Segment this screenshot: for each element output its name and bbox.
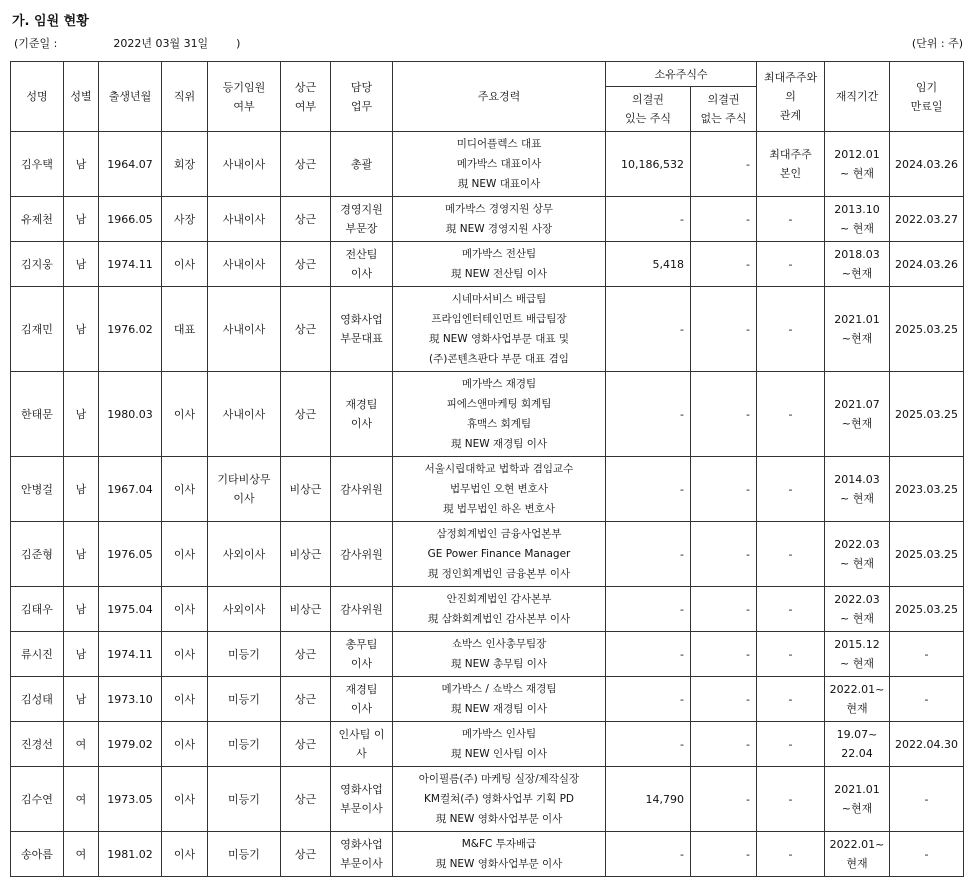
cell-fulltime: 비상근 (281, 457, 331, 522)
basis-label: (기준일 : (14, 37, 58, 50)
cell-registered: 미등기 (208, 767, 281, 832)
cell-voting: - (606, 287, 691, 372)
cell-nonvoting: - (691, 197, 757, 242)
cell-position: 이사 (162, 522, 208, 587)
table-row (11, 522, 964, 587)
cell-relation: - (757, 767, 825, 832)
cell-nonvoting: - (691, 832, 757, 877)
cell-nonvoting: - (691, 522, 757, 587)
header-duty: 담당 업무 (331, 62, 393, 132)
cell-fulltime: 상근 (281, 287, 331, 372)
cell-voting: 5,418 (606, 242, 691, 287)
cell-duty: 재경팀 이사 (331, 677, 393, 722)
cell-career: 시네마서비스 배급팀 프라임엔터테인먼트 배급팀장 現 NEW 영화사업부문 대표 및 (주)콘텐츠판다 부문 대표 겸임 (393, 287, 606, 372)
cell-registered: 미등기 (208, 722, 281, 767)
header-position: 직위 (162, 62, 208, 132)
cell-tenure: 2021.07 ~현재 (825, 372, 890, 457)
cell-duty: 총괄 (331, 132, 393, 197)
cell-name: 안병걸 (11, 457, 64, 522)
cell-nonvoting: - (691, 722, 757, 767)
cell-nonvoting: - (691, 587, 757, 632)
cell-duty: 전산팀 이사 (331, 242, 393, 287)
cell-voting: - (606, 677, 691, 722)
cell-name: 김태우 (11, 587, 64, 632)
cell-relation: - (757, 522, 825, 587)
cell-nonvoting: - (691, 242, 757, 287)
cell-nonvoting: - (691, 632, 757, 677)
cell-career: M&FC 투자배급 現 NEW 영화사업부문 이사 (393, 832, 606, 877)
cell-birth: 1974.11 (99, 632, 162, 677)
cell-birth: 1975.04 (99, 587, 162, 632)
cell-fulltime: 상근 (281, 832, 331, 877)
cell-voting: 14,790 (606, 767, 691, 832)
cell-duty: 영화사업 부문이사 (331, 767, 393, 832)
cell-fulltime: 비상근 (281, 587, 331, 632)
cell-birth: 1976.05 (99, 522, 162, 587)
cell-voting: - (606, 197, 691, 242)
table-row (11, 457, 964, 522)
cell-fulltime: 상근 (281, 132, 331, 197)
section-title: 가. 임원 현황 (12, 14, 89, 29)
cell-career: 아이필름(주) 마케팅 실장/제작실장 KM컬쳐(주) 영화사업부 기획 PD 現 NEW 영화사업부문 이사 (393, 767, 606, 832)
cell-relation: - (757, 587, 825, 632)
cell-duty: 재경팀 이사 (331, 372, 393, 457)
cell-duty: 총무팀 이사 (331, 632, 393, 677)
cell-tenure: 2021.01 ~현재 (825, 287, 890, 372)
cell-gender: 남 (64, 372, 99, 457)
cell-gender: 남 (64, 632, 99, 677)
cell-birth: 1967.04 (99, 457, 162, 522)
cell-position: 이사 (162, 767, 208, 832)
cell-term-end: 2025.03.25 (890, 372, 964, 457)
cell-fulltime: 비상근 (281, 522, 331, 587)
cell-relation: - (757, 242, 825, 287)
header-tenure: 재직기간 (825, 62, 890, 132)
cell-fulltime: 상근 (281, 632, 331, 677)
header-shares: 소유주식수 (606, 62, 757, 87)
cell-position: 이사 (162, 457, 208, 522)
cell-relation: - (757, 287, 825, 372)
cell-term-end: 2023.03.25 (890, 457, 964, 522)
cell-gender: 여 (64, 767, 99, 832)
header-registered: 등기임원 여부 (208, 62, 281, 132)
cell-registered: 기타비상무 이사 (208, 457, 281, 522)
cell-career: 메가박스 재경팀 피에스앤마케팅 회계팀 휴맥스 회계팀 現 NEW 재경팀 이사 (393, 372, 606, 457)
cell-registered: 사내이사 (208, 287, 281, 372)
cell-duty: 감사위원 (331, 457, 393, 522)
cell-name: 송아름 (11, 832, 64, 877)
cell-position: 대표 (162, 287, 208, 372)
cell-birth: 1973.10 (99, 677, 162, 722)
cell-career: 메가박스 인사팀 現 NEW 인사팀 이사 (393, 722, 606, 767)
header-nonvoting: 의결권 없는 주식 (691, 87, 757, 132)
cell-gender: 남 (64, 587, 99, 632)
cell-birth: 1964.07 (99, 132, 162, 197)
cell-tenure: 2022.01~ 현재 (825, 832, 890, 877)
cell-tenure: 2022.03 ~ 현재 (825, 522, 890, 587)
table-row (11, 677, 964, 722)
cell-term-end: 2024.03.26 (890, 132, 964, 197)
cell-relation: - (757, 632, 825, 677)
cell-position: 이사 (162, 242, 208, 287)
cell-name: 유제천 (11, 197, 64, 242)
cell-duty: 인사팀 이 사 (331, 722, 393, 767)
table-row (11, 287, 964, 372)
cell-position: 사장 (162, 197, 208, 242)
cell-career: 서울시립대학교 법학과 겸임교수 법무법인 오현 변호사 現 법무법인 하온 변호사 (393, 457, 606, 522)
cell-name: 류시진 (11, 632, 64, 677)
table-row (11, 132, 964, 197)
cell-duty: 영화사업 부문이사 (331, 832, 393, 877)
cell-duty: 감사위원 (331, 522, 393, 587)
cell-birth: 1980.03 (99, 372, 162, 457)
cell-gender: 남 (64, 287, 99, 372)
header-voting: 의결권 있는 주식 (606, 87, 691, 132)
header-relation: 최대주주와 의 관계 (757, 62, 825, 132)
cell-term-end: 2024.03.26 (890, 242, 964, 287)
cell-voting: - (606, 722, 691, 767)
cell-term-end: 2025.03.25 (890, 522, 964, 587)
cell-gender: 남 (64, 132, 99, 197)
cell-tenure: 2022.01~ 현재 (825, 677, 890, 722)
cell-voting: - (606, 832, 691, 877)
cell-duty: 영화사업 부문대표 (331, 287, 393, 372)
cell-tenure: 19.07~ 22.04 (825, 722, 890, 767)
header-name: 성명 (11, 62, 64, 132)
cell-tenure: 2018.03 ~현재 (825, 242, 890, 287)
cell-tenure: 2015.12 ~ 현재 (825, 632, 890, 677)
cell-term-end: 2022.04.30 (890, 722, 964, 767)
cell-relation: - (757, 197, 825, 242)
cell-position: 회장 (162, 132, 208, 197)
cell-tenure: 2013.10 ~ 현재 (825, 197, 890, 242)
cell-gender: 남 (64, 457, 99, 522)
cell-nonvoting: - (691, 677, 757, 722)
cell-tenure: 2012.01 ~ 현재 (825, 132, 890, 197)
cell-career: 메가박스 전산팀 現 NEW 전산팀 이사 (393, 242, 606, 287)
cell-nonvoting: - (691, 287, 757, 372)
header-career: 주요경력 (393, 62, 606, 132)
cell-gender: 여 (64, 832, 99, 877)
table-row (11, 767, 964, 832)
cell-birth: 1981.02 (99, 832, 162, 877)
cell-career: 메가박스 경영지원 상무 現 NEW 경영지원 사장 (393, 197, 606, 242)
cell-registered: 사내이사 (208, 372, 281, 457)
cell-registered: 미등기 (208, 677, 281, 722)
basis-date (14, 35, 240, 51)
cell-relation: - (757, 372, 825, 457)
cell-name: 김성태 (11, 677, 64, 722)
cell-registered: 사내이사 (208, 242, 281, 287)
cell-nonvoting: - (691, 457, 757, 522)
cell-relation: 최대주주 본인 (757, 132, 825, 197)
cell-tenure: 2021.01 ~현재 (825, 767, 890, 832)
cell-birth: 1966.05 (99, 197, 162, 242)
cell-position: 이사 (162, 632, 208, 677)
cell-term-end: 2022.03.27 (890, 197, 964, 242)
cell-tenure: 2014.03 ~ 현재 (825, 457, 890, 522)
cell-birth: 1973.05 (99, 767, 162, 832)
cell-term-end: - (890, 677, 964, 722)
basis-date-value: 2022년 03월 31일 (113, 37, 209, 50)
cell-birth: 1979.02 (99, 722, 162, 767)
cell-voting: - (606, 372, 691, 457)
cell-registered: 사외이사 (208, 522, 281, 587)
cell-nonvoting: - (691, 767, 757, 832)
cell-name: 김재민 (11, 287, 64, 372)
cell-term-end: 2025.03.25 (890, 287, 964, 372)
cell-voting: - (606, 522, 691, 587)
cell-fulltime: 상근 (281, 767, 331, 832)
cell-name: 김준형 (11, 522, 64, 587)
cell-position: 이사 (162, 722, 208, 767)
cell-relation: - (757, 677, 825, 722)
cell-relation: - (757, 457, 825, 522)
cell-registered: 사내이사 (208, 132, 281, 197)
cell-registered: 미등기 (208, 832, 281, 877)
cell-term-end: 2025.03.25 (890, 587, 964, 632)
cell-registered: 사내이사 (208, 197, 281, 242)
cell-name: 진경선 (11, 722, 64, 767)
cell-birth: 1976.02 (99, 287, 162, 372)
table-row (11, 587, 964, 632)
cell-fulltime: 상근 (281, 242, 331, 287)
header-fulltime: 상근 여부 (281, 62, 331, 132)
basis-close: ) (236, 37, 241, 50)
cell-gender: 남 (64, 197, 99, 242)
cell-career: 안진회계법인 감사본부 現 삼화회계법인 감사본부 이사 (393, 587, 606, 632)
header-gender: 성별 (64, 62, 99, 132)
cell-name: 김지웅 (11, 242, 64, 287)
executive-table (10, 61, 964, 877)
cell-fulltime: 상근 (281, 677, 331, 722)
cell-fulltime: 상근 (281, 372, 331, 457)
cell-position: 이사 (162, 587, 208, 632)
cell-fulltime: 상근 (281, 722, 331, 767)
cell-voting: - (606, 632, 691, 677)
cell-career: 삼정회계법인 금융사업본부 GE Power Finance Manager 現 정인회계법인 금융본부 이사 (393, 522, 606, 587)
table-row (11, 632, 964, 677)
cell-position: 이사 (162, 677, 208, 722)
cell-voting: - (606, 587, 691, 632)
cell-name: 김우택 (11, 132, 64, 197)
table-meta (14, 35, 963, 51)
cell-nonvoting: - (691, 372, 757, 457)
cell-term-end: - (890, 632, 964, 677)
cell-voting: 10,186,532 (606, 132, 691, 197)
cell-gender: 여 (64, 722, 99, 767)
cell-term-end: - (890, 832, 964, 877)
header-birth: 출생년월 (99, 62, 162, 132)
table-row (11, 832, 964, 877)
cell-nonvoting: - (691, 132, 757, 197)
cell-gender: 남 (64, 522, 99, 587)
table-row (11, 372, 964, 457)
cell-duty: 경영지원 부문장 (331, 197, 393, 242)
cell-career: 쇼박스 인사총무팀장 現 NEW 총무팀 이사 (393, 632, 606, 677)
table-row (11, 242, 964, 287)
cell-position: 이사 (162, 832, 208, 877)
cell-tenure: 2022.03 ~ 현재 (825, 587, 890, 632)
cell-career: 미디어플렉스 대표 메가박스 대표이사 現 NEW 대표이사 (393, 132, 606, 197)
table-row (11, 197, 964, 242)
cell-voting: - (606, 457, 691, 522)
cell-fulltime: 상근 (281, 197, 331, 242)
cell-term-end: - (890, 767, 964, 832)
cell-registered: 사외이사 (208, 587, 281, 632)
cell-gender: 남 (64, 677, 99, 722)
cell-duty: 감사위원 (331, 587, 393, 632)
cell-birth: 1974.11 (99, 242, 162, 287)
header-term-end: 임기 만료일 (890, 62, 964, 132)
cell-relation: - (757, 832, 825, 877)
cell-career: 메가박스 / 쇼박스 재경팀 現 NEW 재경팀 이사 (393, 677, 606, 722)
table-row (11, 722, 964, 767)
cell-relation: - (757, 722, 825, 767)
cell-registered: 미등기 (208, 632, 281, 677)
cell-name: 한태문 (11, 372, 64, 457)
cell-name: 김수연 (11, 767, 64, 832)
cell-position: 이사 (162, 372, 208, 457)
unit-label: (단위 : 주) (911, 37, 963, 50)
cell-gender: 남 (64, 242, 99, 287)
